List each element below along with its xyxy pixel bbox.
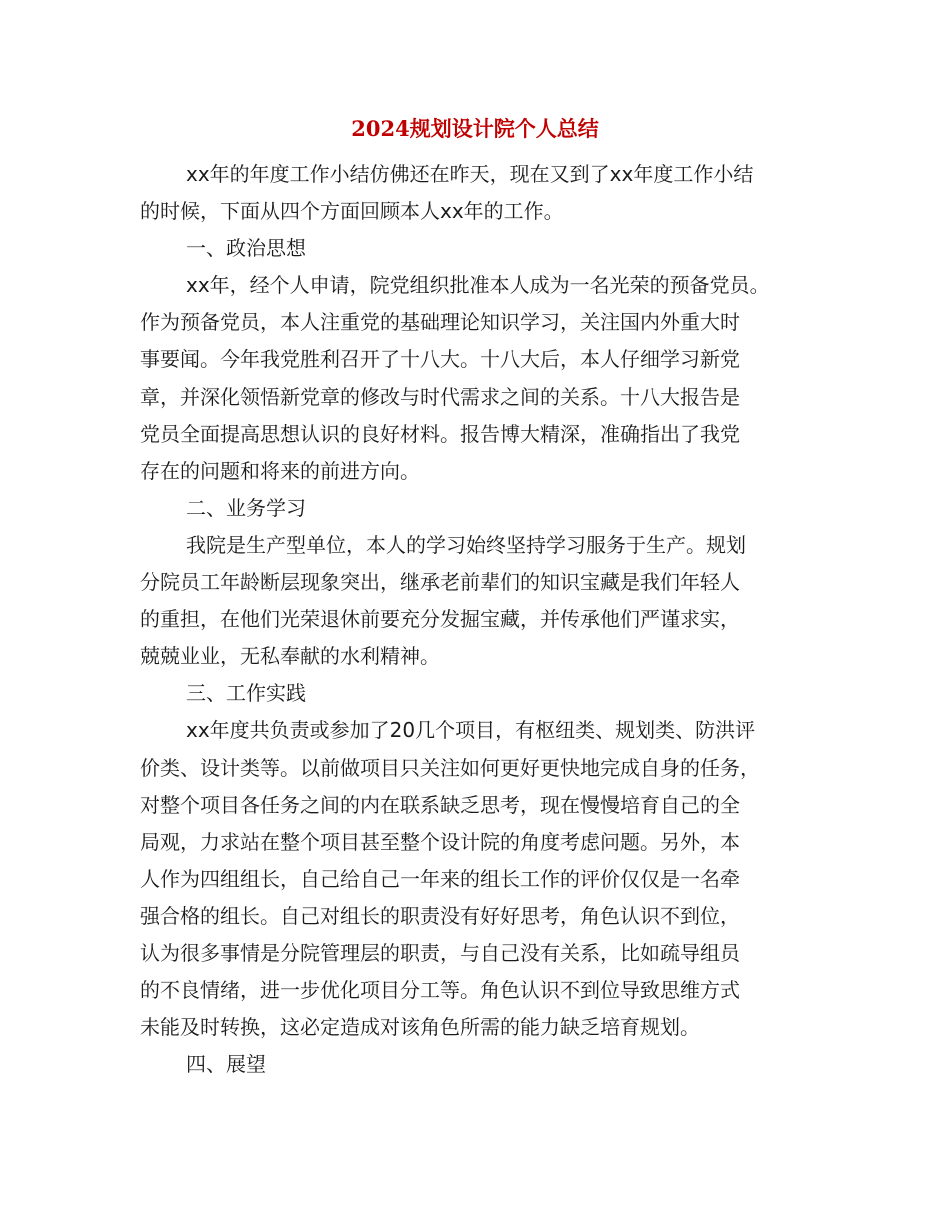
text-line: 对整个项目各任务之间的内在联系缺乏思考，现在慢慢培育自己的全 — [140, 792, 740, 817]
text-line: xx年度共负责或参加了20几个项目，有枢纽类、规划类、防洪评 — [186, 718, 756, 743]
text-line: 党员全面提高思想认识的良好材料。报告博大精深，准确指出了我党 — [140, 421, 740, 446]
document-title: 2024规划设计院个人总结 — [351, 116, 599, 141]
text-line: xx年，经个人申请，院党组织批准本人成为一名光荣的预备党员。 — [186, 273, 770, 298]
text-line: 的不良情绪，进一步优化项目分工等。角色认识不到位导致思维方式 — [140, 978, 740, 1003]
text-line: 四、展望 — [186, 1052, 266, 1077]
text-line: 我院是生产型单位，本人的学习始终坚持学习服务于生产。规划 — [186, 532, 746, 557]
text-line: 兢兢业业，无私奉献的水利精神。 — [140, 644, 440, 669]
text-line: 章，并深化领悟新党章的修改与时代需求之间的关系。十八大报告是 — [140, 384, 740, 409]
text-line: 三、工作实践 — [186, 681, 306, 706]
text-line: 存在的问题和将来的前进方向。 — [140, 458, 420, 483]
text-line: 人作为四组组长，自己给自己一年来的组长工作的评价仅仅是一名牵 — [140, 866, 740, 891]
text-line: 的时候，下面从四个方面回顾本人xx年的工作。 — [140, 199, 564, 224]
text-line: 的重担，在他们光荣退休前要充分发掘宝藏，并传承他们严谨求实， — [140, 607, 740, 632]
text-line: 作为预备党员，本人注重党的基础理论知识学习，关注国内外重大时 — [140, 310, 740, 335]
text-line: 分院员工年龄断层现象突出，继承老前辈们的知识宝藏是我们年轻人 — [140, 570, 740, 595]
text-line: xx年的年度工作小结仿佛还在昨天，现在又到了xx年度工作小结 — [186, 162, 754, 186]
text-line: 认为很多事情是分院管理层的职责，与自己没有关系，比如疏导组员 — [140, 940, 740, 965]
text-line: 一、政治思想 — [186, 236, 306, 261]
text-line: 价类、设计类等。以前做项目只关注如何更好更快地完成自身的任务， — [140, 755, 760, 780]
document-body — [140, 156, 820, 1083]
text-line: 二、业务学习 — [186, 495, 306, 520]
text-line: 事要闻。今年我党胜利召开了十八大。十八大后，本人仔细学习新党 — [140, 347, 740, 372]
text-line: 未能及时转换，这必定造成对该角色所需的能力缺乏培育规划。 — [140, 1015, 700, 1040]
text-line: 局观，力求站在整个项目甚至整个设计院的角度考虑问题。另外，本 — [140, 829, 740, 854]
text-line: 强合格的组长。自己对组长的职责没有好好思考，角色认识不到位， — [140, 903, 740, 928]
